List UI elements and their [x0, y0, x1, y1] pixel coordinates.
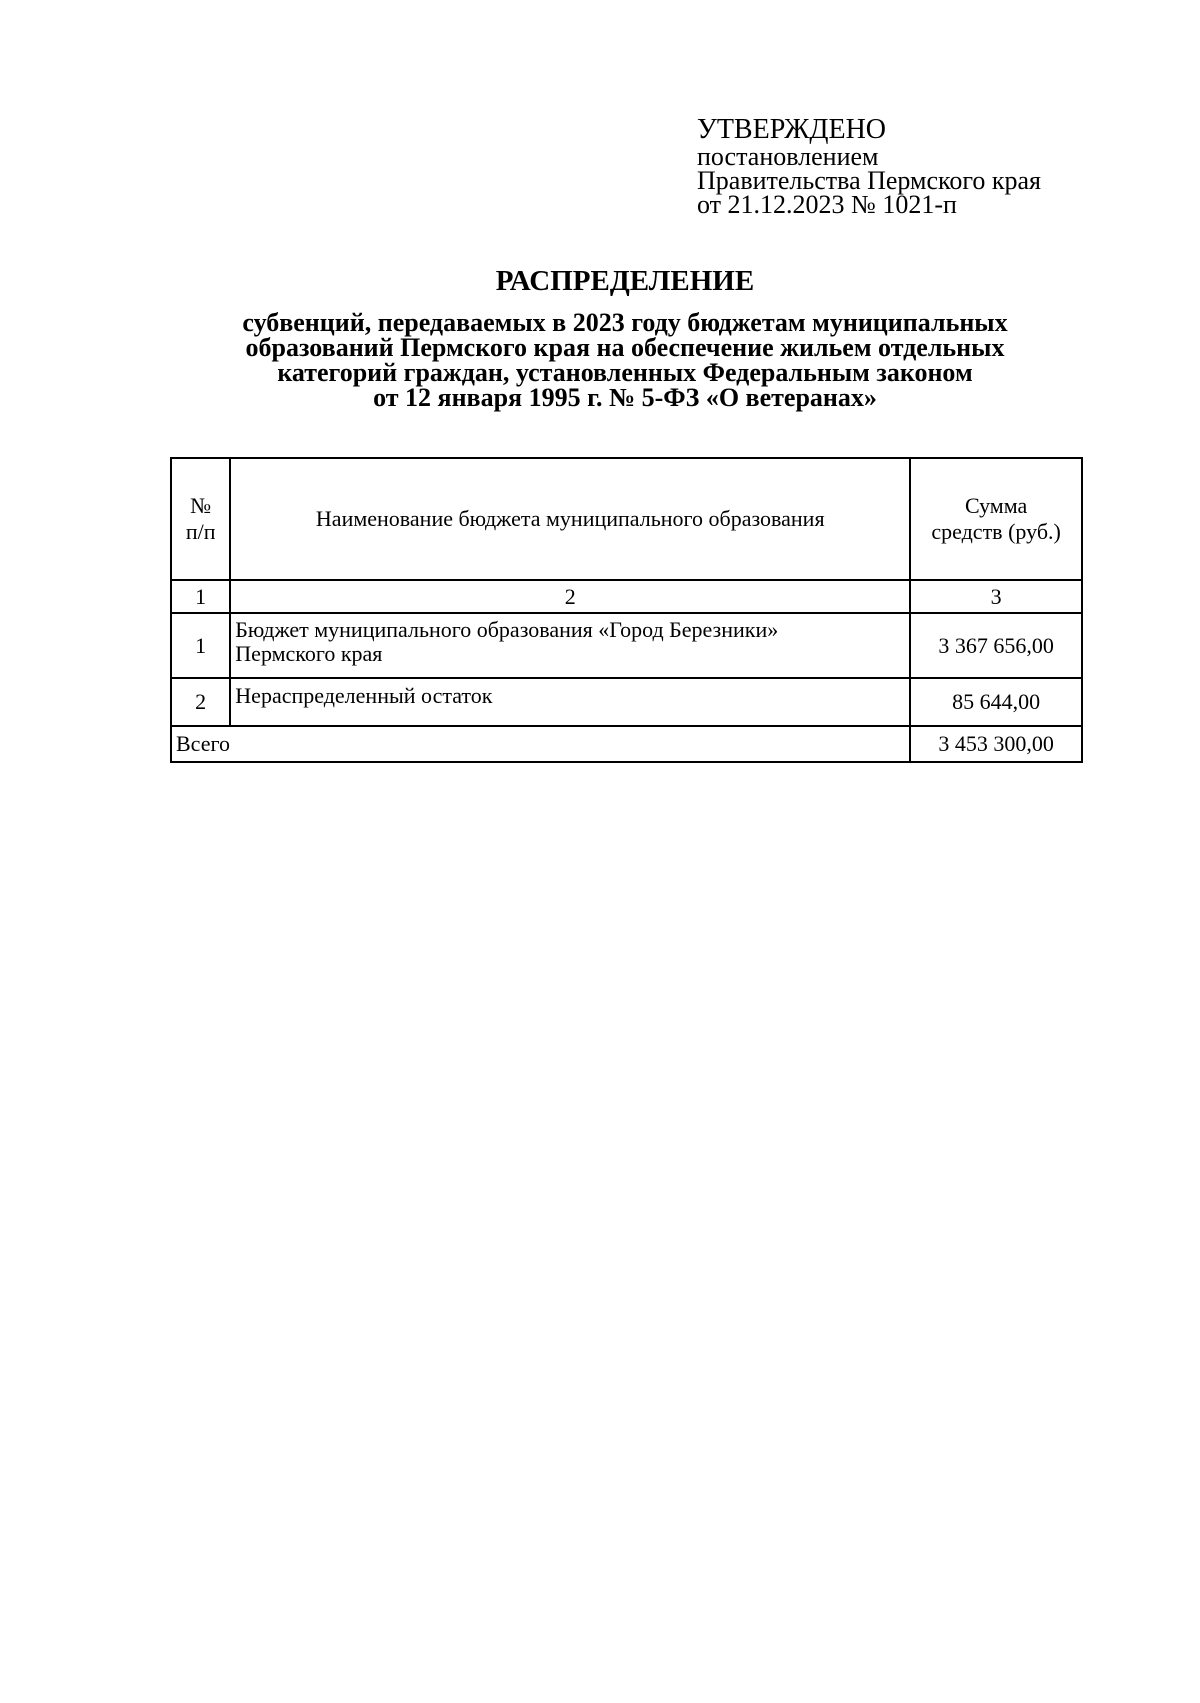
subtitle-line: категорий граждан, установленных Федеральным законом — [277, 358, 973, 387]
column-index-cell: 2 — [230, 580, 910, 613]
approval-line-resolution: постановлением — [697, 142, 879, 171]
header-number-symbol: № — [190, 493, 212, 518]
row-number-cell: 1 — [171, 613, 230, 678]
table-header-row — [171, 458, 1082, 580]
total-label-cell: Всего — [171, 726, 910, 762]
column-index-cell: 3 — [910, 580, 1082, 613]
header-number-cell — [171, 458, 230, 580]
total-sum-cell: 3 453 300,00 — [910, 726, 1082, 762]
header-name-cell: Наименование бюджета муниципального образования — [230, 458, 910, 580]
approval-title: УТВЕРЖДЕНО — [697, 114, 887, 145]
subtitle-line: субвенций, передаваемых в 2023 году бюджетам муниципальных — [242, 308, 1008, 337]
row-name-line: Бюджет муниципального образования «Город Березники» — [235, 617, 779, 642]
subtitle-line: от 12 января 1995 г. № 5-ФЗ «О ветеранах» — [373, 383, 877, 412]
subtitle-line: образований Пермского края на обеспечение жильем отдельных — [245, 333, 1005, 362]
distribution-table — [170, 457, 1083, 763]
row-name-line: Пермского края — [235, 641, 383, 666]
table-row — [171, 613, 1082, 678]
row-sum-cell: 85 644,00 — [910, 678, 1082, 726]
header-number-abbrev: п/п — [185, 519, 216, 544]
approval-stamp — [697, 115, 1041, 217]
row-name-cell — [230, 613, 910, 678]
column-index-cell: 1 — [171, 580, 230, 613]
column-index-row — [171, 580, 1082, 613]
header-sum-line2: средств (руб.) — [931, 519, 1061, 544]
table-row — [171, 678, 1082, 726]
table-total-row — [171, 726, 1082, 762]
approval-line-government: Правительства Пермского края — [697, 166, 1041, 195]
row-sum-cell: 3 367 656,00 — [910, 613, 1082, 678]
approval-line-date-number: от 21.12.2023 № 1021-п — [697, 190, 957, 219]
header-sum-cell — [910, 458, 1082, 580]
header-sum-line1: Сумма — [964, 493, 1028, 518]
document-title: РАСПРЕДЕЛЕНИЕ — [495, 265, 755, 297]
row-name-cell: Нераспределенный остаток — [230, 678, 910, 726]
row-number-cell: 2 — [171, 678, 230, 726]
document-subtitle — [190, 310, 1060, 410]
